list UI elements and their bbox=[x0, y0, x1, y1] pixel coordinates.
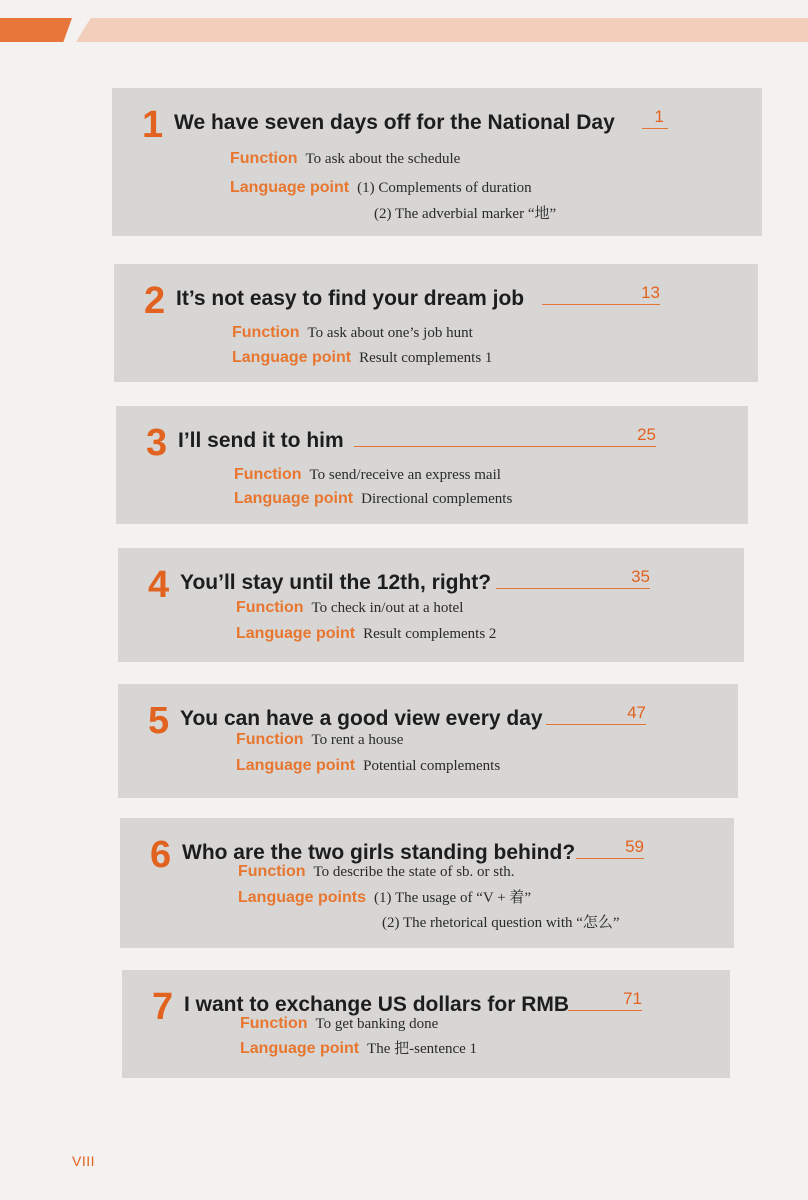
lesson-page-number[interactable]: 35 bbox=[631, 567, 650, 586]
lesson-page-number[interactable]: 47 bbox=[627, 703, 646, 722]
leader-line bbox=[354, 446, 656, 447]
language-point-text: The 把-sentence 1 bbox=[367, 1041, 478, 1057]
lesson-title[interactable]: It’s not easy to find your dream job bbox=[176, 287, 525, 310]
language-point-label: Language point bbox=[236, 757, 356, 774]
lesson-page-number[interactable]: 59 bbox=[625, 837, 644, 856]
lesson-7-card bbox=[122, 970, 730, 1078]
language-point-text: Result complements 1 bbox=[359, 350, 493, 366]
lesson-number: 1 bbox=[142, 104, 164, 146]
leader-line bbox=[496, 588, 650, 589]
leader-line bbox=[546, 724, 646, 725]
lesson-5-card bbox=[118, 684, 738, 798]
function-label: Function bbox=[240, 1015, 308, 1032]
function-row bbox=[234, 467, 501, 483]
lesson-title[interactable]: I want to exchange US dollars for RMB bbox=[184, 993, 570, 1016]
lesson-title[interactable]: You’ll stay until the 12th, right? bbox=[180, 571, 492, 594]
language-point-label: Language point bbox=[230, 179, 350, 196]
header-band bbox=[76, 18, 808, 42]
lesson-title[interactable]: We have seven days off for the National Day bbox=[174, 111, 615, 134]
function-row bbox=[240, 1016, 438, 1032]
lesson-number: 6 bbox=[150, 834, 172, 876]
language-point-row bbox=[240, 1041, 477, 1057]
function-text: To describe the state of sb. or sth. bbox=[313, 864, 515, 880]
function-text: To rent a house bbox=[311, 732, 404, 748]
lesson-number: 4 bbox=[148, 564, 170, 606]
lesson-6-card bbox=[120, 818, 734, 948]
lesson-page-number[interactable]: 13 bbox=[641, 283, 660, 302]
lesson-number: 5 bbox=[148, 700, 170, 742]
leader-line bbox=[542, 304, 660, 305]
language-point-text: (1) The usage of “V + 着” bbox=[374, 890, 532, 906]
function-label: Function bbox=[238, 863, 306, 880]
leader-line bbox=[576, 858, 644, 859]
language-point-row bbox=[234, 491, 512, 507]
language-point-text-2: (2) The rhetorical question with “怎么” bbox=[382, 915, 620, 931]
page-number-footer: VIII bbox=[72, 1153, 96, 1169]
language-point-label: Language point bbox=[232, 349, 352, 366]
language-point-label: Language point bbox=[236, 625, 356, 642]
function-label: Function bbox=[230, 150, 298, 167]
function-text: To check in/out at a hotel bbox=[311, 600, 464, 616]
language-point-label: Language points bbox=[238, 889, 366, 906]
language-point-text: Potential complements bbox=[363, 758, 501, 774]
function-label: Function bbox=[234, 466, 302, 483]
function-row bbox=[236, 732, 403, 748]
lesson-page-number[interactable]: 71 bbox=[623, 989, 642, 1008]
lesson-2-card bbox=[114, 264, 758, 382]
lesson-title[interactable]: I’ll send it to him bbox=[178, 429, 344, 452]
function-text: To ask about the schedule bbox=[305, 151, 461, 167]
language-point-row bbox=[238, 890, 531, 906]
header-accent-bar bbox=[0, 18, 72, 42]
lesson-4-card bbox=[118, 548, 744, 662]
lesson-page-number[interactable]: 1 bbox=[654, 107, 664, 126]
leader-line bbox=[568, 1010, 642, 1011]
language-point-text-2: (2) The adverbial marker “地” bbox=[374, 206, 557, 222]
function-row bbox=[230, 151, 460, 167]
language-point-row bbox=[236, 758, 500, 774]
function-row bbox=[232, 325, 473, 341]
lesson-number: 2 bbox=[144, 280, 166, 322]
language-point-text: Result complements 2 bbox=[363, 626, 497, 642]
lesson-page-number[interactable]: 25 bbox=[637, 425, 656, 444]
function-label: Function bbox=[236, 599, 304, 616]
lesson-number: 7 bbox=[152, 986, 174, 1028]
function-label: Function bbox=[236, 731, 304, 748]
language-point-row bbox=[230, 180, 532, 196]
language-point-row bbox=[232, 350, 492, 366]
lesson-3-card bbox=[116, 406, 748, 524]
function-row bbox=[236, 600, 463, 616]
language-point-text: Directional complements bbox=[361, 491, 513, 507]
leader-line bbox=[642, 128, 668, 129]
function-text: To ask about one’s job hunt bbox=[307, 325, 473, 341]
lesson-number: 3 bbox=[146, 422, 168, 464]
language-point-label: Language point bbox=[240, 1040, 360, 1057]
function-text: To get banking done bbox=[315, 1016, 439, 1032]
lesson-title[interactable]: You can have a good view every day bbox=[180, 707, 543, 730]
lesson-1-card bbox=[112, 88, 762, 236]
function-text: To send/receive an express mail bbox=[309, 467, 501, 483]
language-point-label: Language point bbox=[234, 490, 354, 507]
language-point-text: (1) Complements of duration bbox=[357, 180, 532, 196]
language-point-row bbox=[236, 626, 496, 642]
function-row bbox=[238, 864, 515, 880]
lesson-title[interactable]: Who are the two girls standing behind? bbox=[182, 841, 576, 864]
function-label: Function bbox=[232, 324, 300, 341]
